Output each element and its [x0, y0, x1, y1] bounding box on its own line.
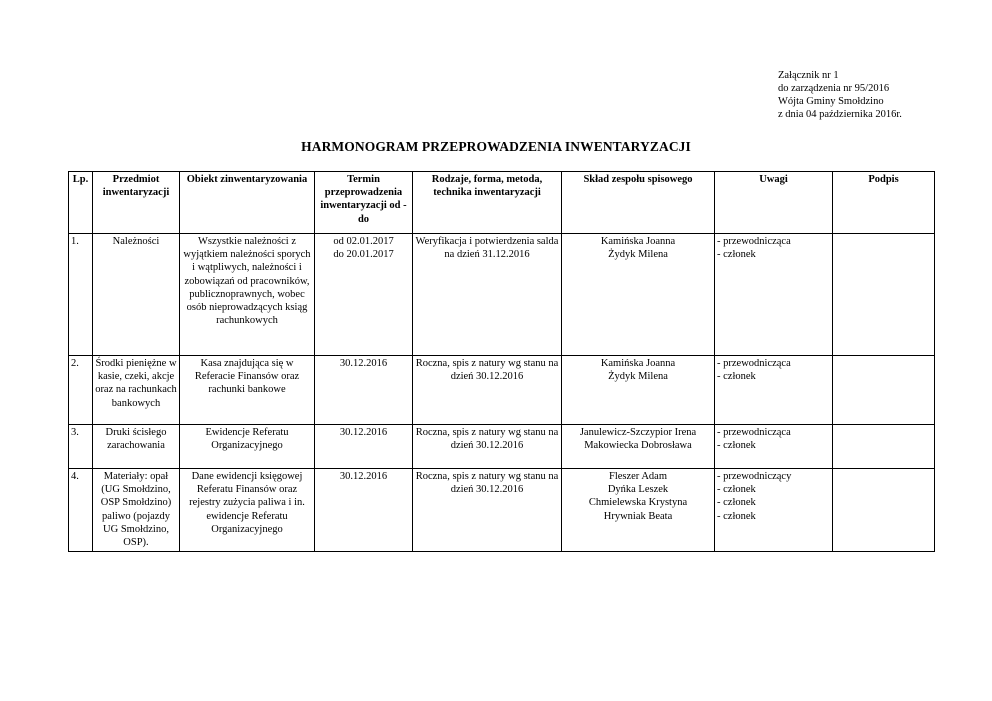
cell-subject: Środki pieniężne w kasie, czeki, akcje oraz na rachunkach bankowych: [93, 356, 180, 425]
cell-team: [562, 356, 715, 425]
team-member: Dyńka Leszek: [607, 484, 669, 496]
role-note: - członek: [717, 249, 756, 261]
cell-lp: 3.: [69, 425, 93, 469]
term-line: od 02.01.2017: [333, 236, 394, 247]
cell-team: [562, 234, 715, 356]
cell-method: Roczna, spis z natury wg stanu na dzień 30.12.2016: [413, 356, 562, 425]
header-signature: Podpis: [833, 172, 935, 234]
cell-term: [315, 356, 413, 425]
role-note: - przewodniczący: [717, 471, 792, 482]
role-note: - przewodnicząca: [717, 358, 791, 369]
term-line: 30.12.2016: [339, 358, 388, 369]
role-note: - członek: [717, 510, 756, 522]
cell-notes: [715, 469, 833, 552]
inventory-schedule-table: [68, 171, 935, 552]
cell-notes: [715, 234, 833, 356]
team-member: Fleszer Adam: [608, 471, 668, 482]
table-row: [69, 356, 935, 425]
table-row: [69, 469, 935, 552]
annex-line: do zarządzenia nr 95/2016: [778, 83, 890, 94]
cell-notes: [715, 425, 833, 469]
term-line: do 20.01.2017: [333, 249, 394, 261]
team-member: Hrywniak Beata: [603, 510, 673, 522]
cell-notes: [715, 356, 833, 425]
header-term: Termin przeprowadzenia inwentaryzacji od - do: [315, 172, 413, 234]
team-member: Kamińska Joanna: [600, 358, 676, 369]
cell-signature: [833, 469, 935, 552]
team-member: Żydyk Milena: [608, 249, 668, 261]
cell-signature: [833, 234, 935, 356]
role-note: - członek: [717, 497, 756, 509]
cell-object: Ewidencje Referatu Organizacyjnego: [180, 425, 315, 469]
annex-line: Wójta Gminy Smołdzino: [778, 96, 884, 107]
role-note: - członek: [717, 484, 756, 496]
cell-object: Kasa znajdująca się w Referacie Finansów oraz rachunki bankowe: [180, 356, 315, 425]
role-note: - przewodnicząca: [717, 427, 791, 438]
role-note: - członek: [717, 371, 756, 383]
cell-team: [562, 469, 715, 552]
cell-team: [562, 425, 715, 469]
cell-method: Roczna, spis z natury wg stanu na dzień 30.12.2016: [413, 425, 562, 469]
header-team: Skład zespołu spisowego: [562, 172, 715, 234]
annex-line: Załącznik nr 1: [778, 70, 839, 81]
header-subject: Przedmiot inwentaryzacji: [93, 172, 180, 234]
document-title: HARMONOGRAM PRZEPROWADZENIA INWENTARYZACJI: [301, 139, 691, 154]
team-member: Makowiecka Dobrosława: [584, 440, 692, 452]
header-notes: Uwagi: [715, 172, 833, 234]
team-member: Kamińska Joanna: [600, 236, 676, 247]
role-note: - przewodnicząca: [717, 236, 791, 247]
header-lp: Lp.: [69, 172, 93, 234]
team-member: Żydyk Milena: [608, 371, 668, 383]
term-line: 30.12.2016: [339, 471, 388, 482]
cell-signature: [833, 356, 935, 425]
cell-subject: Druki ścisłego zarachowania: [93, 425, 180, 469]
annex-line: z dnia 04 października 2016r.: [778, 109, 902, 120]
cell-term: [315, 425, 413, 469]
cell-object: Dane ewidencji księgowej Referatu Finansów oraz rejestry zużycia paliwa i in. ewidencje Referatu Organizacyjnego: [180, 469, 315, 552]
cell-term: [315, 469, 413, 552]
team-member: Janulewicz-Szczypior Irena: [579, 427, 697, 438]
team-member: Chmielewska Krystyna: [588, 497, 688, 509]
table-row: [69, 425, 935, 469]
cell-lp: 4.: [69, 469, 93, 552]
cell-lp: 1.: [69, 234, 93, 356]
cell-object: Wszystkie należności z wyjątkiem należności sporych i wątpliwych, należności i zobowiązań od pracowników, publicznoprawnych, wobec osób nieprowadzących ksiąg rachunkowych: [180, 234, 315, 356]
table-header-row: [69, 172, 935, 234]
cell-subject: Materiały: opał (UG Smołdzino, OSP Smołdzino) paliwo (pojazdy UG Smołdzino, OSP).: [93, 469, 180, 552]
header-method: Rodzaje, forma, metoda, technika inwentaryzacji: [413, 172, 562, 234]
role-note: - członek: [717, 440, 756, 452]
cell-signature: [833, 425, 935, 469]
cell-term: [315, 234, 413, 356]
cell-method: Roczna, spis z natury wg stanu na dzień 30.12.2016: [413, 469, 562, 552]
header-object: Obiekt zinwentaryzowania: [180, 172, 315, 234]
cell-method: Weryfikacja i potwierdzenia salda na dzień 31.12.2016: [413, 234, 562, 356]
table-row: [69, 234, 935, 356]
annex-note: [778, 69, 902, 121]
cell-lp: 2.: [69, 356, 93, 425]
cell-subject: Należności: [93, 234, 180, 356]
term-line: 30.12.2016: [339, 427, 388, 438]
